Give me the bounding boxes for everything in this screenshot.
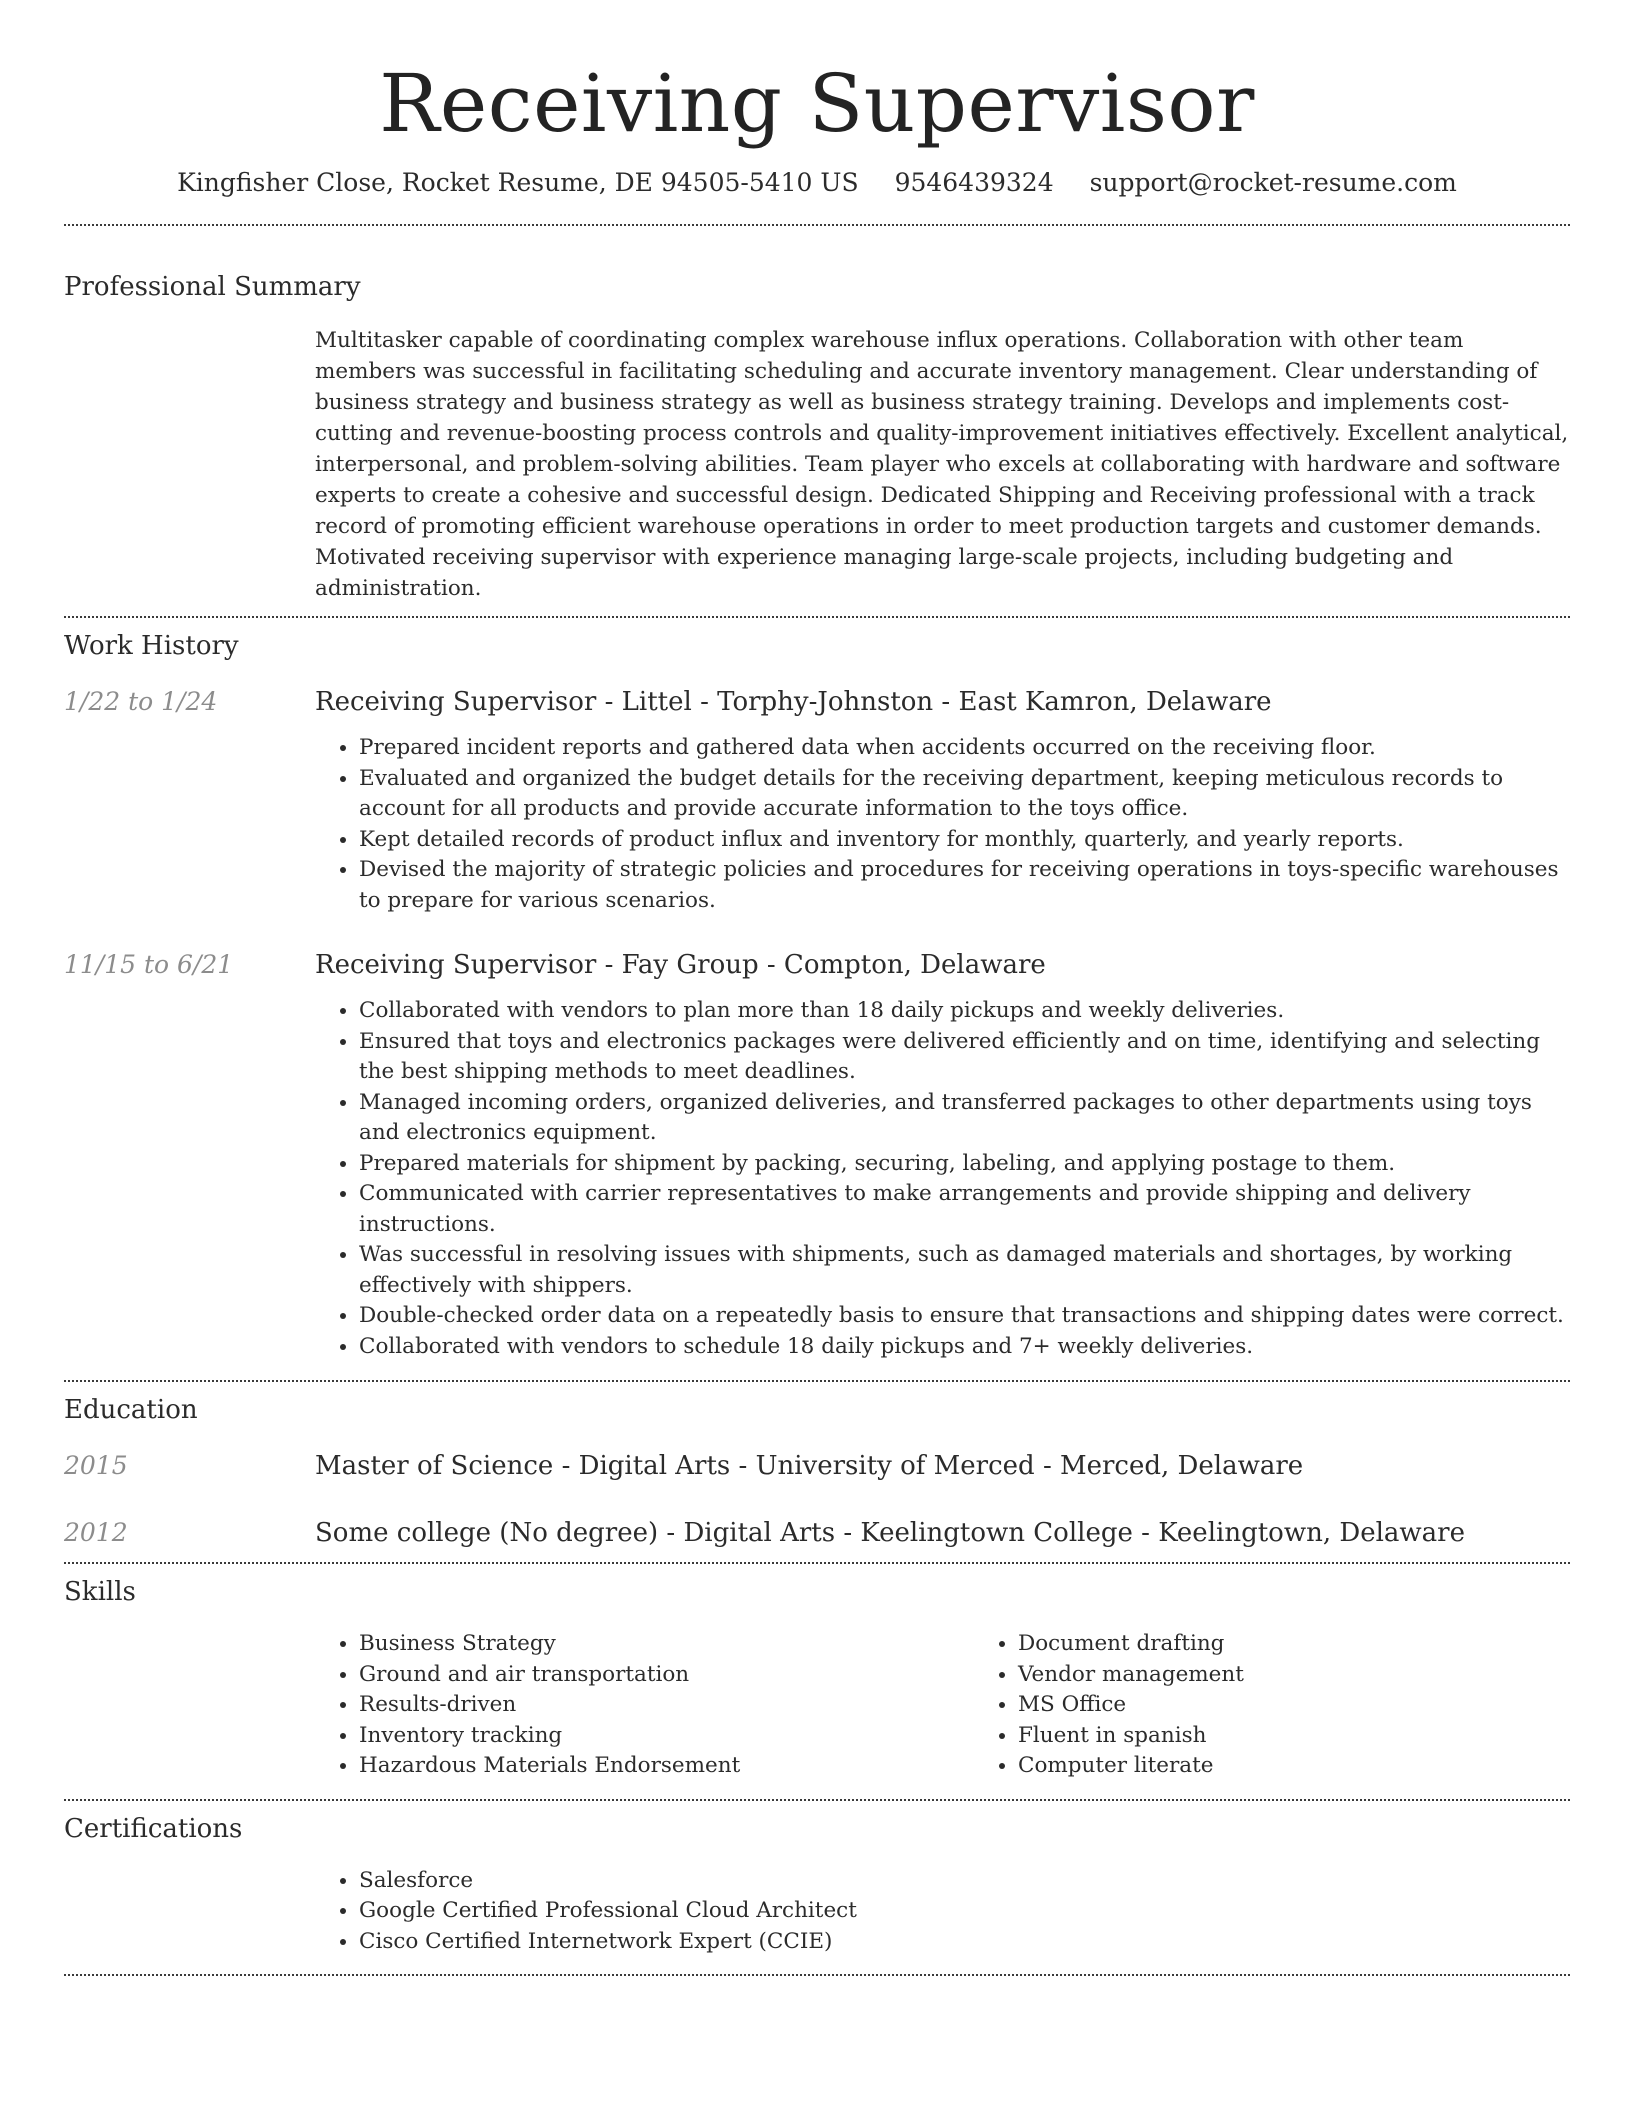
job-bullets — [315, 733, 1570, 916]
section-divider — [64, 224, 1570, 226]
skill-item: • Ground and air transportation — [359, 1660, 974, 1691]
summary-text: Multitasker capable of coordinating complex warehouse influx operations. Collaboration with other team members was successful in facilitating scheduling and accurate inventory management. Clear understanding of business strategy and business strategy as well as business strategy training. Develops and implements cost-cutting and revenue-boosting process controls and quality-improvement initiatives effectively. Excellent analytical, interpersonal, and problem-solving abilities. Team player who excels at collaborating with hardware and software experts to create a cohesive and successful design. Dedicated Shipping and Receiving professional with a track record of promoting efficient warehouse operations in order to meet production targets and customer demands. Motivated receiving supervisor with experience managing large-scale projects, including budgeting and administration. — [315, 328, 1569, 601]
summary-section — [64, 270, 1570, 604]
job-bullet: • Double-checked order data on a repeatedly basis to ensure that transactions and shipping dates were correct. — [359, 1301, 1570, 1332]
skills-section — [64, 1575, 1570, 1782]
section-title-certifications: Certifications — [64, 1813, 243, 1844]
contact-address: Kingfisher Close, Rocket Resume, DE 94505-5410 US — [177, 168, 859, 197]
section-title-summary: Professional Summary — [64, 272, 361, 302]
job-bullet: • Communicated with carrier representatives to make arrangements and provide shipping and delivery instructions. — [359, 1179, 1570, 1240]
job-entry — [64, 949, 1570, 1362]
job-bullet: • Prepared incident reports and gathered data when accidents occurred on the receiving floor. — [359, 733, 1570, 764]
skill-item: • Business Strategy — [359, 1629, 974, 1660]
skill-item: • MS Office — [1018, 1690, 1632, 1721]
education-year: 2015 — [64, 1451, 128, 1480]
resume-page — [64, 0, 1570, 1976]
skill-item: • Vendor management — [1018, 1660, 1632, 1691]
certifications-section — [64, 1812, 1570, 1958]
skill-item: • Inventory tracking — [359, 1721, 974, 1752]
certifications-list — [315, 1866, 857, 1958]
contact-phone: 9546439324 — [894, 168, 1054, 197]
certification-item: • Cisco Certified Internetwork Expert (CCIE) — [359, 1927, 857, 1958]
contact-line — [64, 166, 1570, 200]
education-entry — [64, 1450, 1570, 1482]
skill-item: • Hazardous Materials Endorsement — [359, 1751, 974, 1782]
certification-item: • Salesforce — [359, 1866, 857, 1897]
job-entry — [64, 686, 1570, 916]
skill-item: • Computer literate — [1018, 1751, 1632, 1782]
education-heading: Some college (No degree) - Digital Arts - Keelingtown College - Keelingtown, Delaware — [315, 1518, 1465, 1548]
job-bullet: • Was successful in resolving issues with shipments, such as damaged materials and shortages, by working effectively with shippers. — [359, 1240, 1570, 1301]
section-divider — [64, 1799, 1570, 1801]
contact-email: support@rocket-resume.com — [1089, 168, 1457, 197]
section-divider — [64, 1380, 1570, 1382]
job-bullet: • Devised the majority of strategic policies and procedures for receiving operations in toys-specific warehouses to prepare for various scenarios. — [359, 855, 1570, 916]
candidate-name: Receiving Supervisor — [379, 57, 1255, 150]
skill-item: • Document drafting — [1018, 1629, 1632, 1660]
job-heading: Receiving Supervisor - Littel - Torphy-Johnston - East Kamron, Delaware — [315, 687, 1272, 717]
section-title-education: Education — [64, 1395, 198, 1425]
education-heading: Master of Science - Digital Arts - University of Merced - Merced, Delaware — [315, 1451, 1304, 1481]
section-divider — [64, 1562, 1570, 1564]
skills-list-right — [974, 1629, 1632, 1782]
section-title-skills: Skills — [64, 1577, 136, 1607]
certification-item: • Google Certified Professional Cloud Architect — [359, 1896, 857, 1927]
job-bullet: • Collaborated with vendors to plan more than 18 daily pickups and weekly deliveries. — [359, 996, 1570, 1027]
job-dates: 1/22 to 1/24 — [64, 687, 218, 716]
section-divider — [64, 1974, 1570, 1976]
education-section — [64, 1393, 1570, 1549]
skill-item: • Results-driven — [359, 1690, 974, 1721]
skill-item: • Fluent in spanish — [1018, 1721, 1632, 1752]
job-bullet: • Ensured that toys and electronics packages were delivered efficiently and on time, identifying and selecting the best shipping methods to meet deadlines. — [359, 1027, 1570, 1088]
job-bullet: • Kept detailed records of product influx and inventory for monthly, quarterly, and yearly reports. — [359, 825, 1570, 856]
job-bullet: • Evaluated and organized the budget details for the receiving department, keeping meticulous records to account for all products and provide accurate information to the toys office. — [359, 764, 1570, 825]
job-bullet: • Collaborated with vendors to schedule 18 daily pickups and 7+ weekly deliveries. — [359, 1332, 1570, 1363]
job-bullet: • Managed incoming orders, organized deliveries, and transferred packages to other departments using toys and electronics equipment. — [359, 1088, 1570, 1149]
job-heading: Receiving Supervisor - Fay Group - Compton, Delaware — [315, 950, 1046, 980]
job-bullets — [315, 996, 1570, 1362]
skills-columns — [315, 1629, 1632, 1782]
education-entry — [64, 1517, 1570, 1549]
work-history-section — [64, 629, 1570, 1362]
education-year: 2012 — [64, 1518, 128, 1547]
skills-list-left — [315, 1629, 974, 1782]
section-title-work-history: Work History — [64, 631, 239, 661]
section-divider — [64, 616, 1570, 618]
job-dates: 11/15 to 6/21 — [64, 950, 234, 979]
job-bullet: • Prepared materials for shipment by packing, securing, labeling, and applying postage to them. — [359, 1149, 1570, 1180]
